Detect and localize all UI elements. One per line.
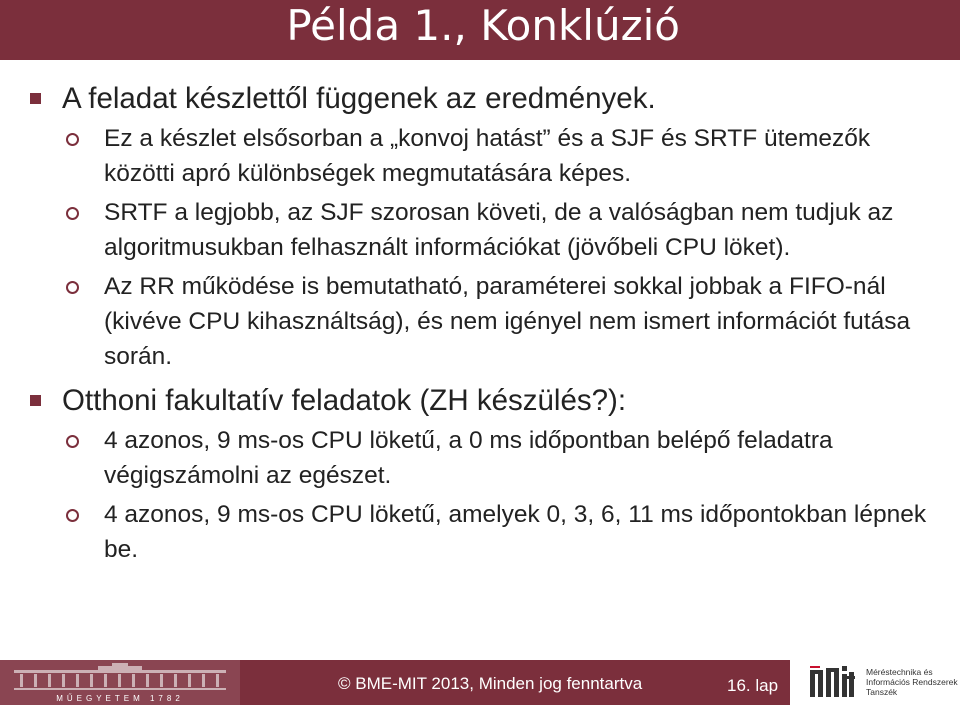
department-line-3: Tanszék: [866, 687, 898, 697]
sub-bullet-1-2: [28, 195, 938, 265]
sub-bullet-1-1-text: Ez a készlet elsősorban a „konvoj hatást” és a SJF és SRTF ütemezők közötti apró különbségek megmutatására képes.: [104, 125, 871, 187]
department-line-2: Információs Rendszerek: [866, 677, 958, 687]
square-bullet-icon: [30, 93, 41, 104]
circle-bullet-icon: [66, 435, 79, 448]
title-bar: [0, 0, 960, 60]
bullet-2: [28, 383, 938, 419]
department-name: [866, 667, 958, 697]
circle-bullet-icon: [66, 207, 79, 220]
university-logo-text: MŰEGYETEM 1782: [56, 694, 184, 703]
square-bullet-icon: [30, 395, 41, 406]
circle-bullet-icon: [66, 509, 79, 522]
bullet-1-text: A feladat készlettől függenek az eredmények.: [62, 82, 656, 115]
copyright-text: © BME-MIT 2013, Minden jog fenntartva: [338, 674, 643, 693]
sub-bullet-2-2-text: 4 azonos, 9 ms-os CPU löketű, amelyek 0, 3, 6, 11 ms időpontokban lépnek be.: [104, 501, 927, 563]
sub-bullet-1-2-text: SRTF a legjobb, az SJF szorosan követi, de a valóságban nem tudjuk az algoritmusukban felhasznált információkat (jövőbeli CPU löket).: [104, 199, 894, 261]
department-line-1: Méréstechnika és: [866, 667, 933, 677]
department-logo: [790, 660, 960, 705]
footer-bar: [0, 660, 960, 705]
slide-body: [28, 72, 938, 567]
circle-bullet-icon: [66, 133, 79, 146]
sub-bullet-1-3-text: Az RR működése is bemutatható, paraméterei sokkal jobbak a FIFO-nál (kivéve CPU kihasználtság), és nem igényel nem ismert információt futása során.: [104, 273, 911, 370]
sub-bullet-2-1-text: 4 azonos, 9 ms-os CPU löketű, a 0 ms időpontban belépő feladatra végigszámolni az egészet.: [104, 427, 833, 489]
sub-bullet-2-2: [28, 497, 938, 567]
sub-bullet-2-1: [28, 423, 938, 493]
bullet-1: [28, 81, 938, 117]
sub-bullet-1-3: [28, 269, 938, 374]
page-number: 16. lap: [727, 676, 779, 695]
circle-bullet-icon: [66, 281, 79, 294]
university-building-logo: [0, 660, 240, 705]
bullet-2-text: Otthoni fakultatív feladatok (ZH készülés?):: [62, 384, 627, 417]
sub-bullet-1-1: [28, 121, 938, 191]
mit-logo: [810, 666, 855, 699]
slide-title: Példa 1., Konklúzió: [286, 1, 680, 50]
